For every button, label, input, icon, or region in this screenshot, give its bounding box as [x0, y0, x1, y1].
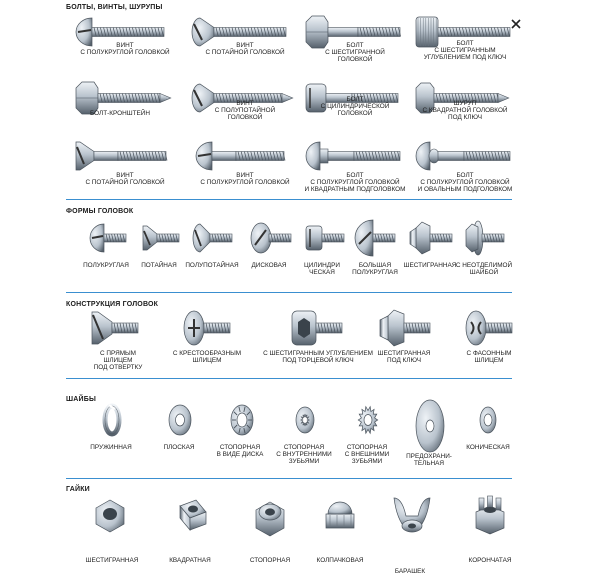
nut-illustration: [392, 494, 434, 540]
washer-illustration: [468, 400, 508, 448]
washer-label: [466, 444, 510, 451]
washer-illustration: [160, 400, 200, 448]
head-shape-label: [304, 262, 340, 276]
washer-label-line: ЗУБЬЯМИ: [288, 458, 320, 465]
washer-label: [276, 444, 332, 465]
head-shape-illustration: [408, 218, 456, 258]
bolt-label-line: ВИНТ: [236, 42, 254, 49]
divider: [66, 378, 512, 379]
bolt-illustration: [300, 138, 415, 176]
washer-label: [217, 444, 264, 458]
head-construction-illustration: [88, 306, 144, 350]
bolt-illustration: [70, 138, 185, 176]
head-construction-label: [263, 350, 373, 364]
nut-label: [250, 557, 290, 564]
head-shape-label-line: БОЛЬШАЯ: [358, 262, 392, 269]
bolt-label: [422, 100, 507, 121]
bolt-label-line: С ПОЛУКРУГЛОЙ ГОЛОВКОЙ: [420, 179, 510, 186]
head-shape-illustration: [300, 218, 348, 258]
bolt-label-line: С ПОЛУКРУГЛОЙ ГОЛОВКОЙ: [200, 179, 290, 186]
head-shape-label: [83, 262, 129, 269]
nut-label-line: КОЛПАЧКОВАЯ: [316, 557, 364, 564]
nut-label: [317, 557, 364, 564]
head-shape-label-line: ПОЛУКРУГЛАЯ: [352, 269, 398, 276]
washer-illustration: [348, 400, 388, 448]
bolt-label-line: И ОВАЛЬНЫМ ПОДГОЛОВКОМ: [417, 186, 513, 193]
bolt-label: [325, 42, 385, 63]
section-title-heads: ФОРМЫ ГОЛОВОК: [66, 208, 134, 215]
head-construction-label-line: ШЛИЦЕМ: [192, 357, 222, 364]
bolt-illustration: [190, 138, 305, 176]
washer-illustration: [222, 400, 262, 448]
washer-label-line: ПЛОСКАЯ: [163, 444, 195, 451]
head-shape-label: [352, 262, 398, 276]
head-shape-label: [251, 262, 286, 269]
head-shape-label-line: ЧЕСКАЯ: [309, 269, 335, 276]
bolt-label-line: ВИНТ: [236, 172, 254, 179]
head-construction-label: [94, 350, 143, 371]
bolt-label-line: С ПОТАЙНОЙ ГОЛОВКОЙ: [205, 49, 285, 56]
nut-label-line: БАРАШЕК: [394, 568, 426, 575]
washer-illustration: [410, 400, 450, 448]
bolt-label-line: С ПОЛУКРУГЛОЙ ГОЛОВКОЙ: [310, 179, 400, 186]
washer-label-line: ЗУБЬЯМИ: [351, 458, 383, 465]
bolt-label-line: С ПОЛУПОТАЙНОЙ: [214, 107, 276, 114]
bolt-label-line: БОЛТ: [456, 40, 474, 47]
bolt-label-line: ВИНТ: [236, 100, 254, 107]
washer-label-line: СТОПОРНАЯ: [283, 444, 325, 451]
head-shape-illustration: [137, 218, 185, 258]
bolt-label-line: С ЦИЛИНДРИЧЕСКОЙ: [320, 103, 390, 110]
head-construction-label-line: С ПРЯМЫМ: [99, 350, 137, 357]
bolt-label: [80, 42, 169, 56]
nut-illustration: [172, 494, 214, 540]
head-shape-label: [185, 262, 238, 269]
bolt-label-line: ВИНТ: [116, 172, 134, 179]
washer-label-line: В ВИДЕ ДИСКА: [216, 451, 264, 458]
head-construction-label-line: ПОД КЛЮЧ: [387, 357, 421, 364]
nut-label: [395, 568, 425, 575]
bolt-label-line: С ШЕСТИГРАННОЙ: [325, 49, 385, 56]
head-construction-illustration: [180, 306, 236, 350]
bolt-label-line: ШУРУП: [453, 100, 477, 107]
washer-label: [406, 453, 452, 467]
head-construction-illustration: [378, 306, 434, 350]
bolt-label: [424, 40, 507, 61]
bolt-label: [321, 96, 390, 117]
washer-label-line: ТЕЛЬНАЯ: [413, 460, 445, 467]
bolt-label-line: БОЛТ: [346, 96, 364, 103]
bolt-label-line: С ПОЛУКРУГЛОЙ ГОЛОВКОЙ: [80, 49, 170, 56]
bolt-label-line: С ШЕСТИГРАННЫМ: [434, 47, 496, 54]
bolt-label: [200, 172, 289, 186]
bolt-label: [90, 110, 150, 117]
bolt-label-line: БОЛТ: [456, 172, 474, 179]
bolt-label: [418, 172, 513, 193]
head-shape-label-line: ШЕСТИГРАННАЯ: [403, 262, 457, 269]
bolt-label-line: С КВАДРАТНОЙ ГОЛОВКОЙ: [422, 107, 508, 114]
bolt-label-line: И КВАДРАТНЫМ ПОДГОЛОВКОМ: [304, 186, 406, 193]
head-shape-illustration: [353, 218, 401, 258]
washer-label-line: С ВНУТРЕННИМИ: [276, 451, 332, 458]
nut-label-line: СТОПОРНАЯ: [249, 557, 291, 564]
washer-illustration: [92, 400, 132, 448]
section-title-construction: КОНСТРУКЦИЯ ГОЛОВОК: [66, 301, 159, 308]
bolt-label: [205, 42, 284, 56]
nut-label-line: КОРОНЧАТАЯ: [468, 557, 512, 564]
head-shape-label: [141, 262, 177, 269]
bolt-label-line: БОЛТ: [346, 42, 364, 49]
head-shape-label-line: ДИСКОВАЯ: [251, 262, 287, 269]
nut-label-line: ШЕСТИГРАННАЯ: [85, 557, 139, 564]
washer-label-line: С ВНЕШНИМИ: [344, 451, 390, 458]
head-construction-label-line: ШЛИЦЕМ: [474, 357, 504, 364]
nut-label: [469, 557, 512, 564]
head-shape-label: [456, 262, 512, 276]
nut-label: [169, 557, 211, 564]
nut-label-line: КВАДРАТНАЯ: [169, 557, 211, 564]
section-title-bolts: БОЛТЫ, ВИНТЫ, ШУРУПЫ: [66, 4, 163, 11]
head-shape-label-line: ПОЛУКРУГЛАЯ: [83, 262, 129, 269]
head-shape-illustration: [462, 218, 510, 258]
bolt-label: [215, 100, 275, 121]
head-construction-label-line: С КРЕСТООБРАЗНЫМ: [172, 350, 242, 357]
washer-label: [345, 444, 390, 465]
head-construction-label-line: ПОД ТОРЦЕВОЙ КЛЮЧ: [282, 357, 354, 364]
head-construction-label-line: ПОД ОТВЕРТКУ: [93, 364, 143, 371]
washer-illustration: [285, 400, 325, 448]
section-title-nuts: ГАЙКИ: [66, 486, 90, 493]
bolt-label-line: ГОЛОВКОЙ: [337, 110, 373, 117]
bolt-label: [305, 172, 406, 193]
head-construction-label-line: ШЛИЦЕМ: [103, 357, 133, 364]
head-construction-label-line: С ФАСОННЫМ: [466, 350, 512, 357]
head-shape-label-line: ПОЛУПОТАЙНАЯ: [185, 262, 239, 269]
bolt-label-line: С ПОТАЙНОЙ ГОЛОВКОЙ: [85, 179, 165, 186]
nut-label: [86, 557, 139, 564]
head-shape-illustration: [190, 218, 238, 258]
head-construction-label: [467, 350, 512, 364]
divider: [66, 478, 512, 479]
bolt-label-line: ГОЛОВКОЙ: [227, 114, 263, 121]
bolt-label-line: ПОД КЛЮЧ: [448, 114, 482, 121]
section-title-washers: ШАЙБЫ: [66, 396, 97, 403]
head-shape-label-line: ЦИЛИНДРИ: [304, 262, 340, 269]
nut-illustration: [250, 494, 292, 540]
bolt-illustration: [410, 138, 525, 176]
head-shape-illustration: [247, 218, 295, 258]
nut-illustration: [470, 494, 512, 540]
head-construction-label-line: С ШЕСТИГРАННЫМ УГЛУБЛЕНИЕМ: [263, 350, 373, 357]
washer-label-line: СТОПОРНАЯ: [346, 444, 388, 451]
bolt-label-line: ВИНТ: [116, 42, 134, 49]
bolt-label-line: ГОЛОВКОЙ: [337, 56, 373, 63]
divider: [66, 199, 512, 200]
head-construction-label: [378, 350, 431, 364]
washer-label-line: ПРУЖИННАЯ: [90, 444, 132, 451]
washer-label-line: КОНИЧЕСКАЯ: [466, 444, 510, 451]
head-construction-label: [173, 350, 241, 364]
head-shape-label-line: С НЕОТДЕЛИМОЙ: [455, 262, 513, 269]
bolt-label: [85, 172, 164, 186]
head-shape-label-line: ПОТАЙНАЯ: [141, 262, 177, 269]
nut-illustration: [320, 494, 362, 540]
bolt-label-line: УГЛУБЛЕНИЕМ ПОД КЛЮЧ: [423, 54, 507, 61]
bolt-label-line: БОЛТ-КРОНШТЕЙН: [90, 110, 150, 117]
nut-illustration: [90, 494, 132, 540]
washer-label: [164, 444, 195, 451]
head-construction-illustration: [288, 306, 344, 350]
head-shape-illustration: [84, 218, 132, 258]
head-construction-label-line: ШЕСТИГРАННАЯ: [377, 350, 431, 357]
head-shape-label: [404, 262, 457, 269]
washer-label: [90, 444, 131, 451]
washer-label-line: ПРЕДОХРАНИ-: [406, 453, 452, 460]
bolt-label-line: БОЛТ: [346, 172, 364, 179]
divider: [66, 292, 512, 293]
washer-label-line: СТОПОРНАЯ: [219, 444, 261, 451]
head-construction-illustration: [462, 306, 518, 350]
head-shape-label-line: ШАЙБОЙ: [469, 269, 499, 276]
